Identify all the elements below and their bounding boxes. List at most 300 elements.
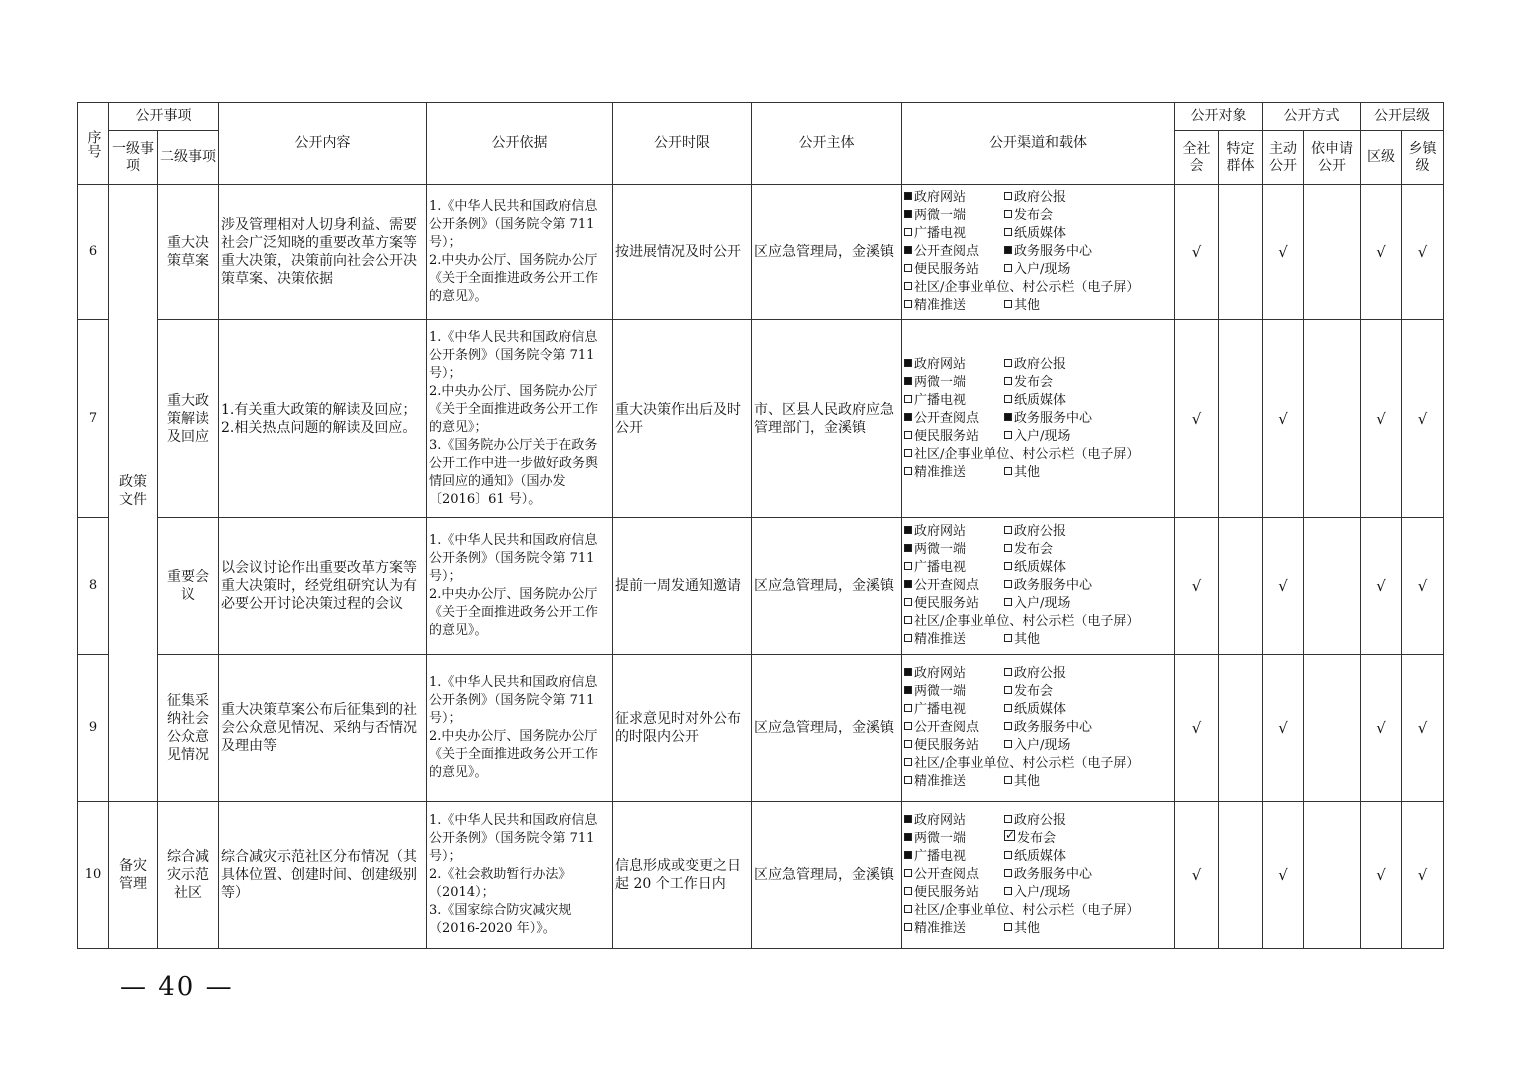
channel-option (904, 884, 1004, 902)
channel-option (1004, 392, 1066, 410)
empty-box-icon (904, 598, 912, 606)
filled-box-icon (904, 686, 912, 694)
filled-box-icon (904, 192, 912, 200)
channel-line (904, 392, 1172, 410)
filled-box-icon (904, 210, 912, 218)
level2-item (158, 655, 219, 802)
empty-box-icon (904, 776, 912, 784)
channel-label: 政府公报 (1014, 524, 1067, 539)
aud-all-cell (1175, 320, 1219, 518)
text-line: 2.中央办公厅、国务院办公厅《关于全面推进政务公开工作的意见》； (429, 383, 599, 435)
channel-line (904, 356, 1172, 374)
empty-box-icon (1004, 377, 1012, 385)
channel-line (904, 920, 1172, 938)
row-number: 9 (78, 655, 109, 802)
channel-line (904, 428, 1172, 446)
channel-option (1004, 428, 1070, 446)
header-item: 公开事项 (109, 103, 219, 131)
lv-town-cell (1402, 185, 1444, 320)
channel-label: 入户/现场 (1014, 428, 1071, 444)
channel-label: 精准推送 (914, 298, 967, 313)
empty-box-icon (904, 395, 912, 403)
header-basis: 公开依据 (427, 103, 613, 185)
channel-label: 社区/企事业单位、村公示栏（电子屏） (914, 614, 1140, 629)
header-m-active: 主动公开 (1263, 131, 1304, 185)
channel-option (904, 920, 1004, 938)
subject-cell: 区应急管理局，金溪镇 (752, 185, 902, 320)
channel-option (1004, 866, 1092, 884)
channel-option (904, 631, 1004, 649)
page-number: — 40 — (120, 972, 234, 1002)
channel-option (1004, 665, 1066, 683)
m-active-cell (1263, 802, 1304, 949)
channel-label: 纸质媒体 (1014, 849, 1067, 864)
filled-box-icon (904, 413, 912, 421)
m-apply-cell (1304, 185, 1361, 320)
channel-label: 政府网站 (914, 813, 967, 828)
empty-box-icon (904, 467, 912, 475)
empty-box-icon (1004, 598, 1012, 606)
channel-option (904, 701, 1004, 719)
aud-all-cell (1175, 802, 1219, 949)
channel-option (904, 737, 1004, 755)
table-row (78, 802, 1444, 949)
channel-option (904, 812, 1004, 830)
header-timelimit: 公开时限 (613, 103, 752, 185)
channel-label: 入户/现场 (1014, 885, 1071, 900)
channel-label: 其他 (1014, 464, 1041, 480)
empty-box-icon (904, 616, 912, 624)
check-mark: √ (1376, 866, 1386, 884)
channel-label: 政府网站 (914, 190, 967, 205)
channel-option (904, 356, 1004, 374)
empty-box-icon (1004, 359, 1012, 367)
timelimit-cell: 信息形成或变更之日起 20 个工作日内 (613, 802, 752, 949)
empty-box-icon (1004, 300, 1012, 308)
lv-district-cell (1361, 185, 1402, 320)
filled-box-icon (904, 668, 912, 676)
channel-option (904, 410, 1004, 428)
text-line: 2.相关热点问题的解读及回应。 (221, 419, 417, 436)
check-mark: √ (1191, 719, 1202, 737)
channel-label: 两微一端 (914, 831, 967, 846)
channel-option (1004, 701, 1066, 719)
header-seq: 序号 (78, 103, 109, 185)
channel-option (904, 523, 1004, 541)
empty-box-icon (904, 758, 912, 766)
channel-line (904, 631, 1172, 649)
subject-cell: 市、区县人民政府应急管理部门，金溪镇 (752, 320, 902, 518)
channel-label: 社区/企事业单位、村公示栏（电子屏） (914, 903, 1140, 918)
header-aud-group: 特定群体 (1219, 131, 1263, 185)
channel-label: 两微一端 (914, 684, 967, 699)
channel-line (904, 701, 1172, 719)
channel-label: 精准推送 (914, 921, 967, 936)
empty-box-icon (1004, 668, 1012, 676)
header-channel: 公开渠道和载体 (902, 103, 1175, 185)
channel-option (1004, 884, 1070, 902)
channel-line (904, 243, 1172, 261)
channel-label: 政务服务中心 (1014, 578, 1093, 593)
text-line: 1.《中华人民共和国政府信息公开条例》（国务院令第 711 号）； (429, 199, 598, 250)
aud-group-cell (1219, 185, 1263, 320)
timelimit-cell: 重大决策作出后及时公开 (613, 320, 752, 518)
channel-option (1004, 559, 1066, 577)
header-subject: 公开主体 (752, 103, 902, 185)
channel-label: 发布会 (1014, 684, 1054, 699)
text-line: 2.中央办公厅、国务院办公厅《关于全面推进政务公开工作的意见》。 (429, 729, 599, 780)
channel-option (904, 279, 1139, 297)
channel-label: 其他 (1014, 632, 1041, 647)
header-level1: 一级事项 (109, 131, 158, 185)
channel-cell (902, 802, 1175, 949)
empty-box-icon (904, 300, 912, 308)
content-cell: 综合减灾示范社区分布情况（其具体位置、创建时间、创建级别等） (219, 802, 427, 949)
channel-label: 纸质媒体 (1014, 560, 1067, 575)
basis-cell (427, 802, 613, 949)
channel-option (904, 830, 1004, 848)
channel-label: 纸质媒体 (1014, 226, 1067, 241)
check-mark: √ (1278, 719, 1288, 737)
channel-option (904, 683, 1004, 701)
check-mark: √ (1278, 243, 1288, 261)
channel-label: 其他 (1014, 921, 1041, 936)
level2-item (158, 185, 219, 320)
subject-cell: 区应急管理局，金溪镇 (752, 802, 902, 949)
check-mark: √ (1376, 577, 1386, 595)
channel-option (904, 902, 1139, 920)
channel-option (904, 848, 1004, 866)
group-disaster (109, 802, 158, 949)
channel-label: 公开查阅点 (914, 720, 980, 735)
empty-box-icon (1004, 395, 1012, 403)
empty-box-icon (1004, 923, 1012, 931)
channel-option (1004, 356, 1066, 374)
row-number: 6 (78, 185, 109, 320)
channel-option (1004, 577, 1092, 595)
channel-option (904, 559, 1004, 577)
channel-option (1004, 737, 1070, 755)
channel-label: 政务服务中心 (1014, 720, 1093, 735)
channel-label: 政务服务中心 (1014, 410, 1093, 426)
level2-label: 重大政策解读及回应 (167, 392, 209, 445)
channel-option (904, 374, 1004, 392)
channel-label: 公开查阅点 (914, 244, 980, 259)
subject-cell: 区应急管理局，金溪镇 (752, 518, 902, 655)
channel-option (904, 225, 1004, 243)
level2-label: 征集采纳社会公众意见情况 (167, 693, 209, 763)
content-cell: 以会议讨论作出重要改革方案等重大决策时，经党组研究认为有必要公开讨论决策过程的会议 (219, 518, 427, 655)
check-mark: √ (1417, 719, 1428, 737)
check-mark: √ (1376, 243, 1386, 261)
basis-cell (427, 655, 613, 802)
header-aud-all: 全社会 (1175, 131, 1219, 185)
filled-box-icon (904, 851, 912, 859)
empty-box-icon (1004, 228, 1012, 236)
channel-option (904, 464, 1004, 482)
level2-item (158, 518, 219, 655)
channel-option (1004, 773, 1040, 791)
channel-line (904, 374, 1172, 392)
aud-all-cell (1175, 518, 1219, 655)
text-line: 3.《国务院办公厅关于在政务公开工作中进一步做好政务舆情回应的通知》（国办发〔2016〕61 号）。 (429, 437, 599, 507)
channel-label: 精准推送 (914, 464, 967, 480)
level2-label: 综合减灾示范社区 (167, 849, 209, 901)
channel-label: 发布会 (1014, 208, 1054, 223)
text-line: 2.《社会救助暂行办法》（2014）； (429, 867, 572, 900)
filled-box-icon (904, 246, 912, 254)
channel-label: 政府公报 (1014, 190, 1067, 205)
channel-option (1004, 207, 1053, 225)
aud-group-cell (1219, 655, 1263, 802)
channel-option (1004, 189, 1066, 207)
channel-label: 入户/现场 (1014, 596, 1071, 611)
channel-label: 两微一端 (914, 542, 967, 557)
channel-option (904, 189, 1004, 207)
header-lv-district: 区级 (1361, 131, 1402, 185)
channel-option (1004, 410, 1092, 428)
channel-option (1004, 595, 1070, 613)
channel-option (904, 541, 1004, 559)
empty-box-icon (904, 449, 912, 457)
empty-box-icon (1004, 431, 1012, 439)
empty-box-icon (904, 923, 912, 931)
table-row (78, 655, 1444, 802)
header-m-apply: 依申请公开 (1304, 131, 1361, 185)
check-mark: √ (1376, 719, 1386, 737)
channel-label: 政务服务中心 (1014, 244, 1093, 259)
channel-option (1004, 683, 1053, 701)
channel-label: 发布会 (1017, 831, 1057, 846)
channel-line (904, 559, 1172, 577)
channel-option (1004, 631, 1040, 649)
timelimit-cell: 提前一周发通知邀请 (613, 518, 752, 655)
channel-line (904, 541, 1172, 559)
check-mark: √ (1191, 577, 1202, 595)
lv-town-cell (1402, 518, 1444, 655)
text-line: 1.《中华人民共和国政府信息公开条例》（国务院令第 711 号）； (429, 329, 598, 381)
channel-label: 公开查阅点 (914, 578, 980, 593)
channel-label: 社区/企事业单位、村公示栏（电子屏） (914, 756, 1140, 771)
empty-box-icon (1004, 704, 1012, 712)
channel-line (904, 755, 1172, 773)
subject-cell: 区应急管理局，金溪镇 (752, 655, 902, 802)
empty-box-icon (904, 740, 912, 748)
lv-district-cell (1361, 518, 1402, 655)
filled-box-icon (1004, 246, 1012, 254)
header-audience: 公开对象 (1175, 103, 1263, 131)
text-line: 1.《中华人民共和国政府信息公开条例》（国务院令第 711 号）； (429, 533, 598, 584)
header-lv-town: 乡镇级 (1402, 131, 1444, 185)
check-mark: √ (1191, 866, 1202, 884)
channel-line (904, 902, 1172, 920)
channel-line (904, 446, 1172, 464)
channel-option (904, 392, 1004, 410)
channel-option (904, 428, 1004, 446)
channel-label: 两微一端 (914, 208, 967, 223)
m-active-cell (1263, 655, 1304, 802)
channel-line (904, 595, 1172, 613)
channel-label: 公开查阅点 (914, 410, 980, 426)
text-line: 1.《中华人民共和国政府信息公开条例》（国务院令第 711 号）； (429, 813, 598, 864)
channel-label: 便民服务站 (914, 738, 980, 753)
filled-box-icon (904, 377, 912, 385)
table-row (78, 518, 1444, 655)
text-line: 3.《国家综合防灾减灾规（2016-2020 年）》。 (429, 903, 572, 936)
channel-label: 政府公报 (1014, 813, 1067, 828)
channel-label: 广播电视 (914, 392, 967, 408)
empty-box-icon (1004, 869, 1012, 877)
aud-group-cell (1219, 518, 1263, 655)
channel-label: 纸质媒体 (1014, 392, 1067, 408)
channel-label: 入户/现场 (1014, 738, 1071, 753)
level2-label: 重要会议 (167, 569, 209, 603)
channel-label: 广播电视 (914, 560, 967, 575)
m-active-cell (1263, 518, 1304, 655)
row-number: 7 (78, 320, 109, 518)
check-mark: √ (1417, 577, 1428, 595)
aud-all-cell (1175, 655, 1219, 802)
text-line: 2.中央办公厅、国务院办公厅《关于全面推进政务公开工作的意见》。 (429, 253, 599, 304)
table-row (78, 320, 1444, 518)
m-apply-cell (1304, 802, 1361, 949)
empty-box-icon (904, 869, 912, 877)
lv-district-cell (1361, 655, 1402, 802)
m-apply-cell (1304, 518, 1361, 655)
check-mark: √ (1417, 409, 1428, 428)
empty-box-icon (904, 704, 912, 712)
channel-label: 政府公报 (1014, 666, 1067, 681)
row-number: 10 (78, 802, 109, 949)
channel-label: 社区/企事业单位、村公示栏（电子屏） (914, 280, 1140, 295)
channel-option (1004, 920, 1040, 938)
level2-item (158, 802, 219, 949)
timelimit-cell: 按进展情况及时公开 (613, 185, 752, 320)
check-mark: √ (1278, 866, 1288, 884)
empty-box-icon (904, 905, 912, 913)
channel-option (1004, 848, 1066, 866)
check-mark: √ (1417, 243, 1428, 261)
empty-box-icon (1004, 776, 1012, 784)
filled-box-icon (904, 833, 912, 841)
m-apply-cell (1304, 320, 1361, 518)
lv-district-cell (1361, 320, 1402, 518)
channel-label: 政府公报 (1014, 356, 1067, 372)
channel-option (904, 446, 1139, 464)
level2-item (158, 320, 219, 518)
text-line: 1.《中华人民共和国政府信息公开条例》（国务院令第 711 号）； (429, 675, 598, 726)
channel-label: 政务服务中心 (1014, 867, 1093, 882)
check-mark: √ (1417, 866, 1428, 884)
channel-label: 发布会 (1014, 374, 1054, 390)
check-mark: √ (1376, 409, 1386, 428)
empty-box-icon (1004, 740, 1012, 748)
channel-line (904, 866, 1172, 884)
channel-line (904, 665, 1172, 683)
text-line: 2.中央办公厅、国务院办公厅《关于全面推进政务公开工作的意见》。 (429, 587, 599, 638)
basis-cell (427, 518, 613, 655)
channel-line (904, 830, 1172, 848)
channel-option (904, 665, 1004, 683)
channel-label: 政府网站 (914, 666, 967, 681)
channel-label: 精准推送 (914, 774, 967, 789)
channel-line (904, 884, 1172, 902)
channel-option (904, 866, 1004, 884)
aud-all-cell (1175, 185, 1219, 320)
channel-option (1004, 374, 1053, 392)
empty-box-icon (1004, 580, 1012, 588)
channel-label: 政府网站 (914, 356, 967, 372)
filled-box-icon (904, 580, 912, 588)
channel-label: 发布会 (1014, 542, 1054, 557)
channel-line (904, 812, 1172, 830)
group-label: 政策文件 (119, 474, 147, 508)
lv-district-cell (1361, 802, 1402, 949)
channel-line (904, 297, 1172, 315)
disclosure-table (77, 102, 1444, 949)
aud-group-cell (1219, 802, 1263, 949)
channel-line (904, 613, 1172, 631)
filled-box-icon (904, 815, 912, 823)
content-cell (219, 320, 427, 518)
channel-option (904, 207, 1004, 225)
channel-line (904, 523, 1172, 541)
lv-town-cell (1402, 655, 1444, 802)
table-row (78, 185, 1444, 320)
channel-label: 便民服务站 (914, 428, 980, 444)
channel-label: 精准推送 (914, 632, 967, 647)
channel-option (904, 261, 1004, 279)
channel-cell (902, 655, 1175, 802)
channel-line (904, 207, 1172, 225)
channel-label: 其他 (1014, 298, 1041, 313)
channel-line (904, 737, 1172, 755)
header-level2: 二级事项 (158, 131, 219, 185)
channel-label: 公开查阅点 (914, 867, 980, 882)
content-cell: 涉及管理相对人切身利益、需要社会广泛知晓的重要改革方案等重大决策，决策前向社会公开决策草案、决策依据 (219, 185, 427, 320)
header-method: 公开方式 (1263, 103, 1361, 131)
empty-box-icon (904, 431, 912, 439)
channel-label: 广播电视 (914, 702, 967, 717)
channel-cell (902, 518, 1175, 655)
channel-line (904, 261, 1172, 279)
empty-box-icon (1004, 887, 1012, 895)
channel-label: 其他 (1014, 774, 1041, 789)
channel-line (904, 719, 1172, 737)
check-mark: √ (1191, 243, 1202, 261)
empty-box-icon (1004, 467, 1012, 475)
channel-label: 政府网站 (914, 524, 967, 539)
aud-group-cell (1219, 320, 1263, 518)
channel-option (904, 613, 1139, 631)
channel-option (904, 595, 1004, 613)
channel-label: 广播电视 (914, 226, 967, 241)
empty-box-icon (904, 722, 912, 730)
empty-box-icon (1004, 634, 1012, 642)
channel-option (1004, 225, 1066, 243)
channel-line (904, 464, 1172, 482)
row-number: 8 (78, 518, 109, 655)
channel-label: 便民服务站 (914, 596, 980, 611)
empty-box-icon (904, 634, 912, 642)
empty-box-icon (1004, 686, 1012, 694)
text-line: 1.有关重大政策的解读及回应； (221, 401, 417, 418)
channel-option (904, 577, 1004, 595)
channel-option (1004, 719, 1092, 737)
empty-box-icon (1004, 192, 1012, 200)
channel-option (904, 719, 1004, 737)
channel-line (904, 189, 1172, 207)
